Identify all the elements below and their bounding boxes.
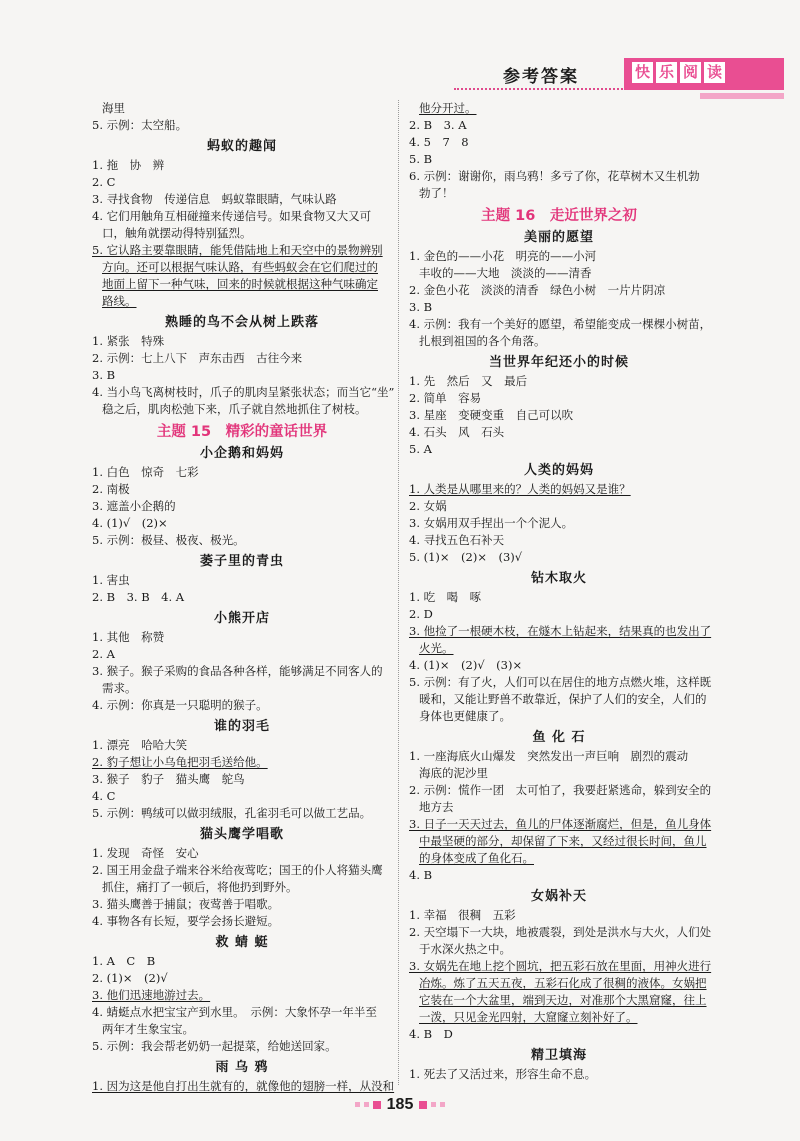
answer-line: 3. 寻找食物 传递信息 蚂蚁靠眼睛，气味认路	[92, 192, 337, 206]
answer-line: 3. 猴子 豹子 猫头鹰 鸵鸟	[92, 772, 245, 786]
section-title: 鱼 化 石	[532, 730, 586, 745]
answer-line: 5. A	[409, 442, 432, 456]
series-char: 读	[704, 62, 725, 83]
section-title: 美丽的愿望	[523, 230, 594, 245]
answer-line: 口，触角就摆动得特别猛烈。	[102, 226, 252, 240]
answer-line: 地面上留下一种气味，回来的时候就根据这种气味确定	[102, 277, 378, 291]
answer-line: 5. 示例：我会帮老奶奶一起提菜，给她送回家。	[92, 1039, 337, 1053]
answer-line: 3. 女娲用双手捏出一个个泥人。	[409, 516, 574, 530]
answer-line: 4. 石头 风 石头	[409, 425, 505, 439]
answer-line: 3. 猴子。猴子采购的食品各种各样，能够满足不同客人的	[92, 664, 383, 678]
section-title: 救 蜻 蜓	[215, 935, 269, 950]
answer-line: 1. 拖 协 辨	[92, 158, 165, 172]
answer-line: 一泼，只见金光四射，大窟窿立刻补好了。	[419, 1010, 638, 1024]
answer-line: 4. B D	[409, 1027, 453, 1041]
header-reference-title: 参考答案	[503, 67, 579, 87]
answer-line: 5. 示例：有了火，人们可以在居住的地方点燃火堆，这样既	[409, 675, 712, 689]
series-char: 阅	[680, 62, 701, 83]
answer-line: 1. 人类是从哪里来的？人类的妈妈又是谁？	[409, 482, 631, 496]
answer-line: 1. 白色 惊奇 七彩	[92, 465, 199, 479]
section-title: 钻木取火	[530, 571, 587, 586]
answer-line: 扎根到祖国的各个角落。	[419, 334, 546, 348]
section-title: 小熊开店	[213, 611, 270, 626]
footer-dot	[440, 1102, 445, 1107]
series-char: 乐	[656, 62, 677, 83]
answer-line: 4. 寻找五色石补天	[409, 533, 505, 547]
answer-line: 4. 示例：我有一个美好的愿望，希望能变成一棵棵小树苗，	[409, 317, 712, 331]
answer-line: 4. (1)× (2)√ (3)×	[409, 658, 523, 672]
answer-line: 2. C	[92, 175, 116, 189]
answer-line: 2. 南极	[92, 482, 130, 496]
section-title: 猫头鹰学唱歌	[199, 827, 284, 842]
answer-line: 1. A C B	[92, 954, 156, 968]
column-divider	[398, 100, 399, 1085]
answer-line: 4. C	[92, 789, 116, 803]
answer-line: 1. 发现 奇怪 安心	[92, 846, 199, 860]
answer-line: 5. 示例：鸭绒可以做羽绒服，孔雀羽毛可以做工艺品。	[92, 806, 372, 820]
answer-line: 丰收的——大地 淡淡的——清香	[419, 266, 592, 280]
answer-line: 2. 金色小花 淡淡的清香 绿色小树 一片片阴凉	[409, 283, 666, 297]
header-dotted-rule	[454, 88, 634, 90]
answer-line: 4. B	[409, 868, 433, 882]
answer-line: 4. 它们用触角互相碰撞来传递信号。如果食物又大又可	[92, 209, 372, 223]
page-footer	[340, 1094, 460, 1114]
answer-line: 5. B	[409, 152, 433, 166]
theme-heading: 主题 15 精彩的童话世界	[156, 424, 328, 440]
section-title: 熟睡的鸟不会从树上跌落	[164, 315, 319, 330]
answer-line: 2. A	[92, 647, 115, 661]
footer-dot	[419, 1101, 427, 1109]
answer-line: 1. 先 然后 又 最后	[409, 374, 528, 388]
answer-line: 3. 遮盖小企鹅的	[92, 499, 176, 513]
answer-line: 2. 女娲	[409, 499, 447, 513]
answer-line: 2. 国王用金盘子端来谷米给夜莺吃；国王的仆人将猫头鹰	[92, 863, 383, 877]
answer-line: 2. 示例：七上八下 声东击西 古往今来	[92, 351, 303, 365]
answer-line: 3. B	[409, 300, 433, 314]
answer-line: 4. 当小鸟飞离树枝时，爪子的肌肉呈紧张状态；而当它“坐”	[92, 385, 395, 399]
answer-line: 2. 豹子想让小乌龟把羽毛送给他。	[92, 755, 268, 769]
answer-line: 1. 因为这是他自打出生就有的，就像他的翅膀一样，从没和	[92, 1079, 395, 1093]
section-title: 小企鹅和妈妈	[199, 446, 284, 461]
section-title: 萎子里的青虫	[199, 554, 284, 569]
answer-line: 两年才生象宝宝。	[102, 1022, 194, 1036]
answer-line: 1. 害虫	[92, 573, 130, 587]
answer-line: 火光。	[419, 641, 454, 655]
section-title: 人类的妈妈	[523, 463, 594, 478]
footer-dot	[364, 1102, 369, 1107]
answer-line: 5. 示例：太空船。	[92, 118, 188, 132]
answer-line: 的身体变成了鱼化石。	[419, 851, 534, 865]
answer-line: 3. 猫头鹰善于捕鼠；夜莺善于唱歌。	[92, 897, 280, 911]
answer-line: 3. 他捡了一根硬木枝，在燧木上钻起来，结果真的也发出了	[409, 624, 712, 638]
answer-line: 1. 死去了又活过来，形容生命不息。	[409, 1067, 597, 1081]
answer-line: 6. 示例：谢谢你，雨乌鸦！多亏了你，花草树木又生机勃	[409, 169, 700, 183]
answer-line: 抓住，痛打了一顿后，将他扔到野外。	[102, 880, 298, 894]
answer-line: 4. 蜻蜓点水把宝宝产到水里。 示例：大象怀孕一年半至	[92, 1005, 377, 1019]
answer-line: 2. 示例：慌作一团 太可怕了，我要赶紧逃命，躲到安全的	[409, 783, 712, 797]
footer-dot	[373, 1101, 381, 1109]
answer-line: 冶炼。炼了五天五夜，五彩石化成了很稠的液体。女娲把	[419, 976, 707, 990]
answer-line: 4. 示例：你真是一只聪明的猴子。	[92, 698, 268, 712]
answer-line: 身体也更健康了。	[419, 709, 511, 723]
header-series-title	[632, 62, 725, 83]
answer-line: 1. 吃 喝 啄	[409, 590, 482, 604]
answer-line: 3. 日子一天天过去，鱼儿的尸体逐渐腐烂，但是，鱼儿身体	[409, 817, 712, 831]
answer-line: 5. 示例：极昼、极夜、极光。	[92, 533, 245, 547]
answer-line: 1. 其他 称赞	[92, 630, 165, 644]
section-title: 精卫填海	[530, 1048, 587, 1063]
footer-dot	[431, 1102, 436, 1107]
answer-line: 3. 他们迅速地游过去。	[92, 988, 211, 1002]
answer-line: 1. 漂亮 哈哈大笑	[92, 738, 188, 752]
answer-line: 1. 金色的——小花 明亮的——小河	[409, 249, 597, 263]
left-column	[92, 100, 395, 1095]
answer-line: 2. B 3. B 4. A	[92, 590, 185, 604]
section-title: 女娲补天	[530, 889, 587, 904]
answer-line: 5. (1)× (2)× (3)√	[409, 550, 523, 564]
answer-line: 1. 幸福 很稠 五彩	[409, 908, 516, 922]
answer-line: 他分开过。	[419, 101, 477, 115]
answer-line: 3. B	[92, 368, 116, 382]
answer-line: 4. 事物各有长短，要学会扬长避短。	[92, 914, 280, 928]
answer-line: 4. 5 7 8	[409, 135, 469, 149]
answer-line: 中最坚硬的部分，却保留了下来，又经过很长时间，鱼儿	[419, 834, 707, 848]
answer-line: 暖和，又能让野兽不敢靠近，保护了人们的安全，人们的	[419, 692, 707, 706]
answer-line: 4. (1)√ (2)×	[92, 516, 168, 530]
answer-line: 3. 女娲先在地上挖个圆坑，把五彩石放在里面，用神火进行	[409, 959, 712, 973]
answer-line: 勃了！	[419, 186, 454, 200]
answer-line: 5. 它认路主要靠眼睛，能凭借陆地上和天空中的景物辨别	[92, 243, 383, 257]
answer-line: 需求。	[102, 681, 137, 695]
answer-line: 2. D	[409, 607, 433, 621]
section-title: 蚂蚁的趣闻	[206, 139, 277, 154]
right-column	[409, 100, 712, 1083]
series-char: 快	[632, 62, 653, 83]
answer-line: 海底的泥沙里	[419, 766, 488, 780]
header-accent-bar	[700, 93, 784, 99]
section-title: 当世界年纪还小的时候	[488, 355, 629, 370]
answer-line: 海里	[102, 101, 125, 115]
section-title: 雨 乌 鸦	[215, 1060, 269, 1075]
answer-line: 3. 星座 变硬变重 自己可以吹	[409, 408, 574, 422]
answer-line: 2. (1)× (2)√	[92, 971, 168, 985]
answer-line: 于水深火热之中。	[419, 942, 511, 956]
answer-line: 稳之后，肌肉松弛下来，爪子就自然地抓住了树枝。	[102, 402, 367, 416]
answer-line: 方向。还可以根据气味认路，有些蚂蚁会在它们爬过的	[102, 260, 378, 274]
page-number: 185	[386, 1095, 414, 1113]
answer-line: 地方去	[419, 800, 454, 814]
answer-line: 1. 一座海底火山爆发 突然发出一声巨响 剧烈的震动	[409, 749, 689, 763]
answer-line: 2. B 3. A	[409, 118, 467, 132]
answer-line: 它装在一个大盆里，端到天边，对准那个大黑窟窿，往上	[419, 993, 707, 1007]
answer-line: 1. 紧张 特殊	[92, 334, 165, 348]
section-title: 谁的羽毛	[213, 719, 270, 734]
answer-line: 2. 天空塌下一大块，地被震裂，到处是洪水与大火，人们处	[409, 925, 712, 939]
answer-line: 路线。	[102, 294, 137, 308]
footer-dot	[355, 1102, 360, 1107]
theme-heading: 主题 16 走近世界之初	[481, 208, 637, 224]
answer-line: 2. 简单 容易	[409, 391, 482, 405]
